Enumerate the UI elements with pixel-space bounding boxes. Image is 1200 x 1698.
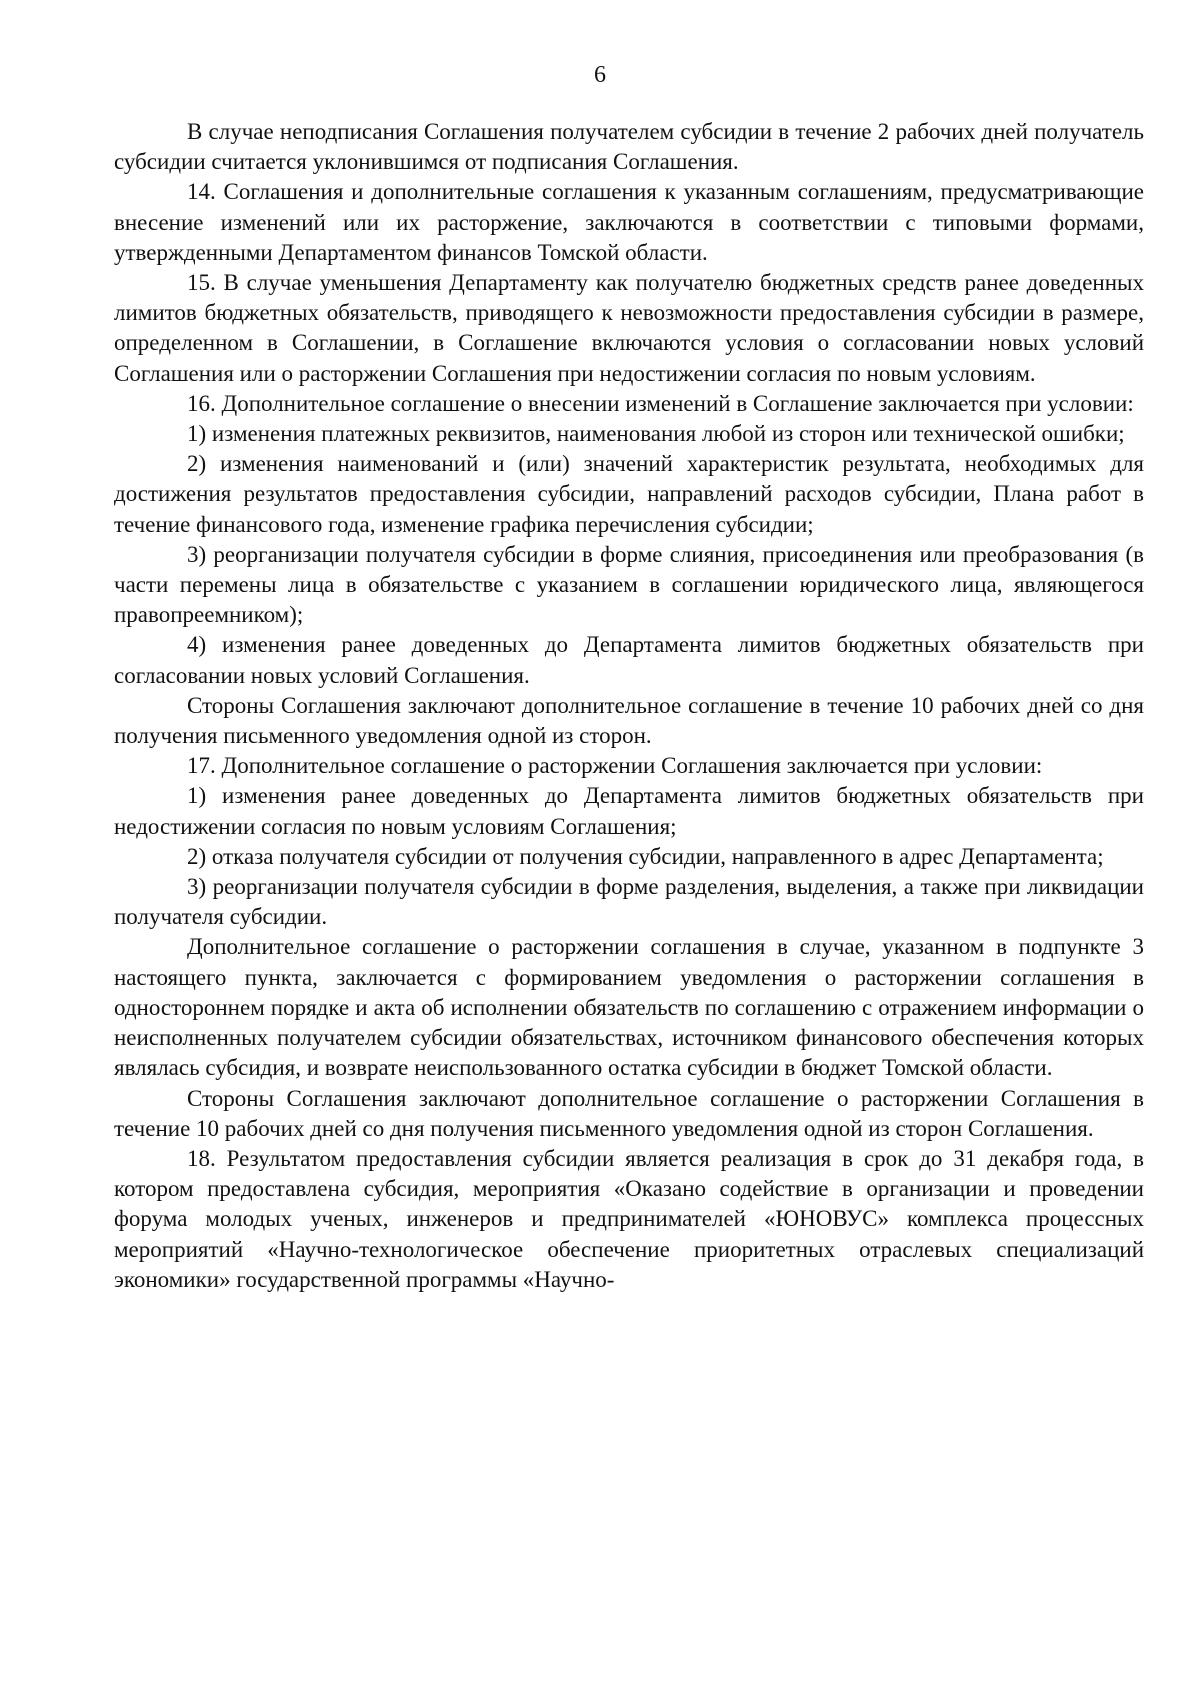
paragraph-item-16: 16. Дополнительное соглашение о внесении изменений в Соглашение заключается при условии: bbox=[187, 390, 1134, 416]
paragraph-item-17-sub-2: 2) отказа получателя субсидии от получения субсидии, направленного в адрес Департамента; bbox=[187, 843, 1104, 869]
paragraph-item-16-sub-4: 4) изменения ранее доведенных до Департамента лимитов бюджетных обязательств при согласовании новых условий Соглашения. bbox=[114, 632, 1144, 688]
paragraph-parties-additional-agreement: Стороны Соглашения заключают дополнительное соглашение в течение 10 рабочих дней со дня получения письменного уведомления одной из сторон. bbox=[114, 692, 1144, 749]
paragraph-termination-agreement: Дополнительное соглашение о расторжении соглашения в случае, указанном в подпункте 3 настоящего пункта, заключается с формированием уведомления о расторжении соглашения в одностороннем порядке и акта об исполнении обязательств по соглашению с отражением информации о неисполненных получателем субсидии обязательствах, источником финансового обеспечения которых являлась субсидия, и возврате неиспользованного остатка субсидии в бюджет Томской области. bbox=[114, 934, 1144, 1081]
paragraph-item-16-sub-2: 2) изменения наименований и (или) значений характеристик результата, необходимых для достижения результатов предоставления субсидии, направлений расходов субсидии, Плана работ в течение финансового года, изменение графика перечисления субсидии; bbox=[114, 451, 1144, 537]
paragraph-item-14: 14. Соглашения и дополнительные соглашения к указанным соглашениям, предусматривающие внесение изменений или их расторжение, заключаются в соответствии с типовыми формами, утвержденными Департаментом финансов Томской области. bbox=[114, 179, 1144, 265]
document-body bbox=[114, 117, 1144, 1295]
paragraph-item-17-sub-1: 1) изменения ранее доведенных до Департамента лимитов бюджетных обязательств при недостижении согласия по новым условиям Соглашения; bbox=[114, 783, 1144, 839]
paragraph-item-16-sub-3: 3) реорганизации получателя субсидии в форме слияния, присоединения или преобразования (в части перемены лица в обязательстве с указанием в соглашении юридического лица, являющегося правопреемником); bbox=[114, 541, 1144, 628]
paragraph-item-17: 17. Дополнительное соглашение о расторжении Соглашения заключается при условии: bbox=[187, 753, 1043, 779]
paragraph-item-15: 15. В случае уменьшения Департаменту как получателю бюджетных средств ранее доведенных лимитов бюджетных обязательств, приводящего к невозможности предоставления субсидии в размере, определенном в Соглашении, в Соглашение включаются условия о согласовании новых условий Соглашения или о расторжении Соглашения при недостижении согласия по новым условиям. bbox=[114, 270, 1144, 386]
paragraph-item-17-sub-3: 3) реорганизации получателя субсидии в форме разделения, выделения, а также при ликвидации получателя субсидии. bbox=[114, 874, 1144, 930]
paragraph-item-18: 18. Результатом предоставления субсидии является реализация в срок до 31 декабря года, в котором предоставлена субсидия, мероприятия «Оказано содействие в организации и проведении форума молодых ученых, инженеров и предпринимателей «ЮНОВУС» комплекса процессных мероприятий «Научно-технологическое обеспечение приоритетных отраслевых специализаций экономики» государственной программы «Научно- bbox=[114, 1145, 1144, 1292]
page-number: 6 bbox=[594, 62, 606, 88]
paragraph-item-16-sub-1: 1) изменения платежных реквизитов, наименования любой из сторон или технической ошибки; bbox=[187, 421, 1125, 447]
paragraph-unsigned-agreement: В случае неподписания Соглашения получателем субсидии в течение 2 рабочих дней получатель субсидии считается уклонившимся от подписания Соглашения. bbox=[114, 119, 1144, 175]
paragraph-parties-termination: Стороны Соглашения заключают дополнительное соглашение о расторжении Соглашения в течение 10 рабочих дней со дня получения письменного уведомления одной из сторон Соглашения. bbox=[114, 1085, 1144, 1141]
